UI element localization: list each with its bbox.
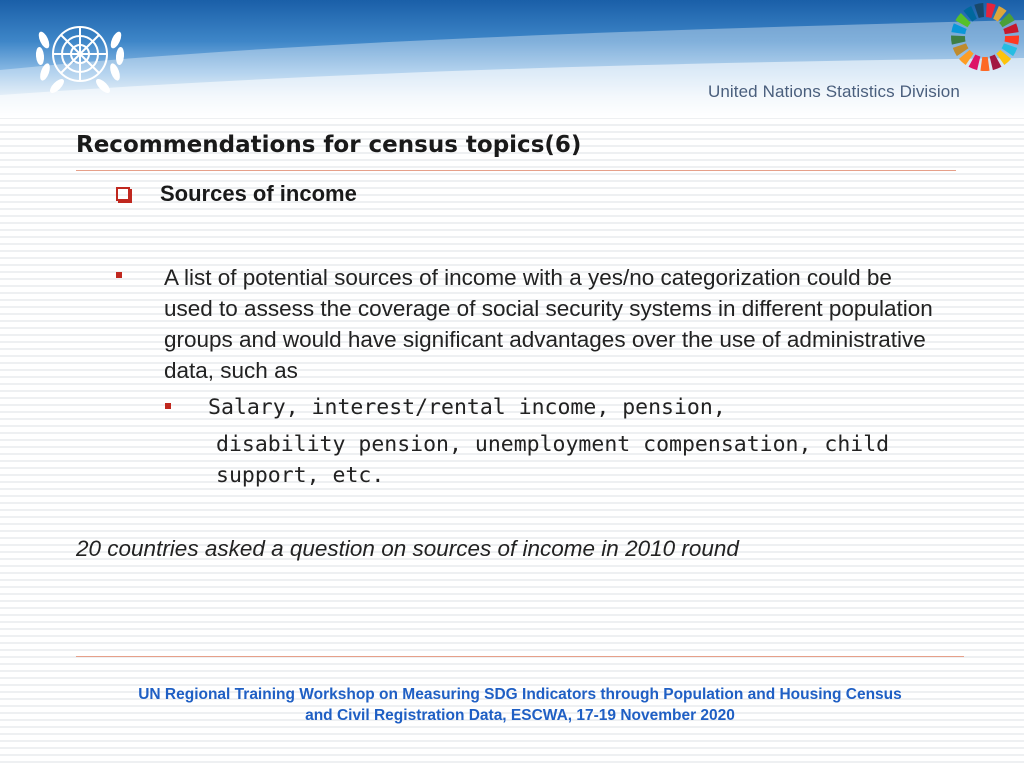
division-label: United Nations Statistics Division bbox=[708, 82, 960, 101]
square-bullet-icon bbox=[116, 272, 122, 278]
title-divider bbox=[76, 170, 956, 171]
sub-item-line2: disability pension, unemployment compensation, child support, etc. bbox=[216, 432, 890, 488]
sub-item-line1: Salary, interest/rental income, pension, bbox=[208, 395, 726, 420]
sdg-wheel-icon bbox=[950, 2, 1020, 72]
note-text: 20 countries asked a question on sources of income in 2010 round bbox=[76, 536, 739, 561]
un-emblem-icon bbox=[28, 10, 132, 106]
sdg-wheel-segment bbox=[986, 3, 996, 18]
square-bullet-icon bbox=[165, 403, 171, 409]
sdg-wheel-segment bbox=[980, 57, 989, 71]
slide-title: Recommendations for census topics(6) bbox=[76, 132, 582, 158]
footer bbox=[76, 684, 964, 726]
heading-item bbox=[116, 181, 357, 207]
sdg-wheel-segment bbox=[951, 36, 966, 45]
body-paragraph: A list of potential sources of income with a yes/no categorization could be used to assess the coverage of social security systems in different population groups and would have significant advantages over the use of administrative data, such as bbox=[164, 265, 933, 383]
checkbox-bullet-icon bbox=[116, 187, 130, 201]
sdg-wheel-segment bbox=[1004, 36, 1019, 45]
footer-line2: and Civil Registration Data, ESCWA, 17-19 November 2020 bbox=[305, 707, 735, 724]
sdg-wheel-segment bbox=[974, 3, 984, 18]
footer-line1: UN Regional Training Workshop on Measuring SDG Indicators through Population and Housing Census bbox=[138, 686, 902, 703]
footer-divider bbox=[76, 656, 964, 657]
section-heading: Sources of income bbox=[160, 181, 357, 206]
sub-bullet-item bbox=[208, 392, 908, 491]
